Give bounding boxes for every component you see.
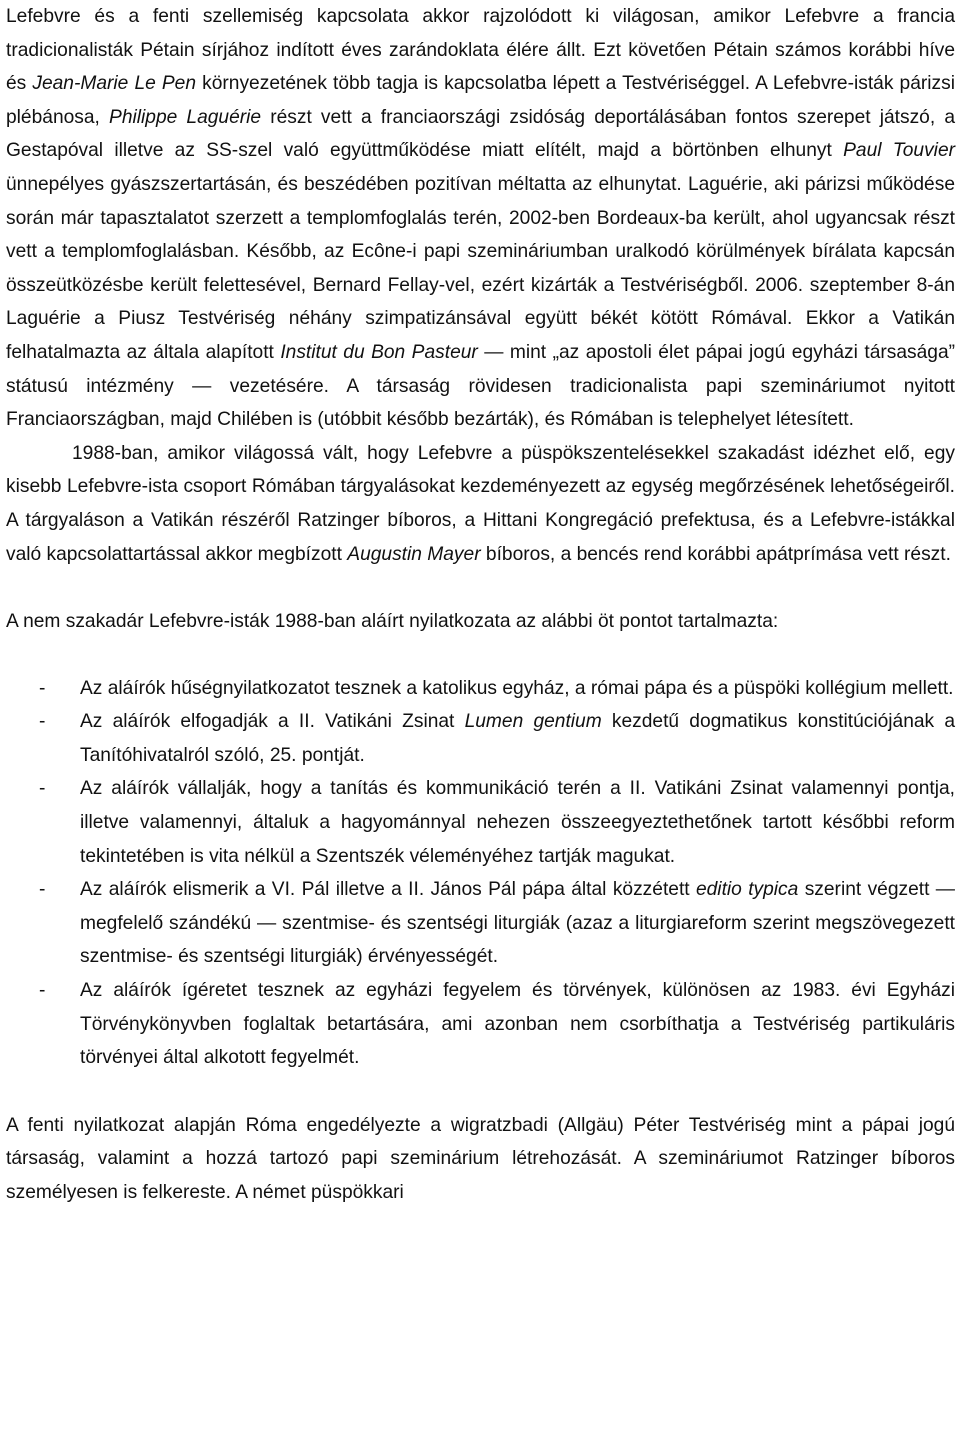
list-dash: - bbox=[39, 879, 46, 901]
document-page bbox=[6, 0, 955, 1210]
list-item: - Az aláírók ígéretet tesznek az egyházi fegyelem és törvények, különösen az 1983. évi Egyházi Törvénykönyvben foglaltak betartására, ami azonban nem csorbíthatja a Testvériség partikuláris törvényei által alkotott fegyelmét. bbox=[6, 974, 955, 1075]
term-lumen-gentium: Lumen gentium bbox=[464, 711, 602, 733]
name-jean-marie-le-pen: Jean-Marie Le Pen bbox=[32, 73, 197, 95]
paragraph-1988-negotiations: 1988-ban, amikor világossá vált, hogy Lefebvre a püspökszentelésekkel szakadást idézhet elő, egy kisebb Lefebvre-ista csoport Rómában tárgyalásokat kezdeményezett az egység megőrzésének lehetőségeiről. A tárgyaláson a Vatikán részéről Ratzinger bíboros, a Hittani Kongregáció prefektusa, és a Lefebvre-istákkal való kapcsolattartással akkor megbízott Augustin Mayer bíboros, a bencés rend korábbi apátprímása vett részt. bbox=[6, 442, 955, 565]
paragraph-lefebvre-petain: Lefebvre és a fenti szellemiség kapcsolata akkor rajzolódott ki világosan, amikor Lefebvre a francia tradicionalisták Pétain sírjához indított éves zarándoklata élére állt. Ezt követően Pétain számos korábbi híve és Jean-Marie Le Pen környezetének több tagja is kapcsolatba lépett a Testvériséggel. A Lefebvre-isták párizsi plébánosa, Philippe Laguérie részt vett a franciaországi zsidóság deportálásában fontos szerepet játszó, a Gestapóval illetve az SS-szel való együttműködése miatt elítélt, majd a börtönben elhunyt Paul Touvier ünnepélyes gyászszertartásán, és beszédében pozitívan méltatta az elhunytat. Laguérie, aki párizsi működése során már tapasztalatot szerzett a templomfoglalás terén, 2002-ben Bordeaux-ba került, ahol ugyancsak részt vett a templomfoglalásban. Később, az Ecône-i papi szemináriumban uralkodó körülmények bírálata kapcsán összeütközésbe került felettesével, Bernard Fellay-vel, ezért kizárták a Testvériségből. 2006. szeptember 8-án Laguérie a Piusz Testvériség néhány szimpatizánsával együtt békét kötött Rómával. Ekkor a Vatikán felhatalmazta az általa alapított Institut du Bon Pasteur — mint „az apostoli élet pápai jogú egyházi társasága” státusú intézmény — vezetésére. A társaság rövidesen tradicionalista papi szemináriumot nyitott Franciaországban, majd Chilében is (utóbbit később bezárták), és Rómában is telephelyet létesített. bbox=[6, 6, 956, 431]
name-augustin-mayer: Augustin Mayer bbox=[347, 543, 481, 565]
list-item: - Az aláírók elismerik a VI. Pál illetve a II. János Pál pápa által közzétett editio typica szerint végzett — megfelelő szándékú — szentmise- és szentségi liturgiák (azaz a liturgiareform szerint megszövegezett szentmise- és szentségi liturgiák) érvényességét. bbox=[6, 873, 955, 974]
paragraph-rome-approval: A fenti nyilatkozat alapján Róma engedélyezte a wigratzbadi (Allgäu) Péter Testvériség mint a pápai jogú társaság, valamint a hozzá tartozó papi szeminárium létrehozását. A szemináriumot Ratzinger bíboros személyesen is felkereste. A német püspökkari bbox=[6, 1114, 955, 1203]
list-dash: - bbox=[39, 677, 46, 699]
term-editio-typica: editio typica bbox=[695, 879, 799, 901]
name-philippe-laguerie: Philippe Laguérie bbox=[109, 106, 262, 128]
list-item: - Az aláírók elfogadják a II. Vatikáni Zsinat Lumen gentium kezdetű dogmatikus konstitúciójának a Tanítóhivatalról szóló, 25. pontját. bbox=[6, 705, 955, 772]
declaration-points-list bbox=[6, 672, 955, 1075]
list-intro: A nem szakadár Lefebvre-isták 1988-ban aláírt nyilatkozata az alábbi öt pontot tartalmazta: bbox=[6, 611, 779, 633]
list-dash: - bbox=[39, 778, 46, 800]
name-paul-touvier: Paul Touvier bbox=[843, 140, 956, 162]
list-item: - Az aláírók hűségnyilatkozatot tesznek a katolikus egyház, a római pápa és a püspöki kollégium mellett. bbox=[6, 672, 955, 706]
list-dash: - bbox=[39, 980, 46, 1002]
list-item: - Az aláírók vállalják, hogy a tanítás és kommunikáció terén a II. Vatikáni Zsinat valamennyi pontja, illetve valamennyi, általuk a hagyománnyal nehezen összeegyeztethetőnek tartott későbbi reform tekintetében is vita nélkül a Szentszék véleményéhez tartják magukat. bbox=[6, 772, 955, 873]
name-institut-du-bon-pasteur: Institut du Bon Pasteur bbox=[280, 341, 478, 363]
list-dash: - bbox=[39, 711, 46, 733]
